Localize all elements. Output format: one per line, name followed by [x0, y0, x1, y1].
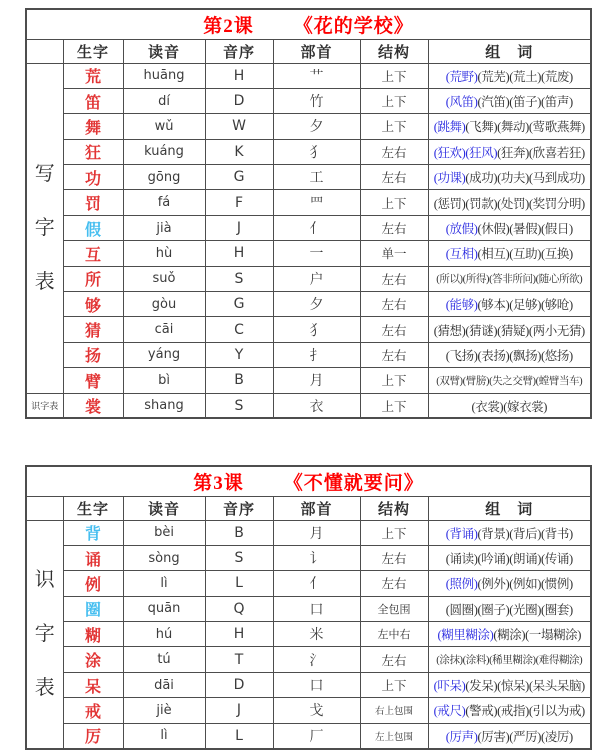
- char-cell: 戒: [63, 698, 123, 723]
- word-item: (背景): [477, 526, 510, 541]
- word-item: (戒指): [497, 704, 529, 719]
- structure-cell: 左右: [360, 292, 428, 317]
- words-cell: [428, 672, 591, 697]
- word-item: (传诵): [540, 552, 573, 567]
- radical-cell: 艹: [273, 63, 360, 88]
- char-cell: 例: [63, 571, 123, 596]
- words-cell: [428, 393, 591, 418]
- initial-cell: S: [205, 393, 273, 418]
- pinyin-cell: bì: [123, 368, 205, 393]
- word-item: (警戒): [465, 704, 498, 719]
- side-label-cell: [26, 63, 63, 393]
- side-label-char: 字: [34, 217, 55, 240]
- word-item: (罚款): [465, 196, 498, 211]
- initial-cell: G: [205, 292, 273, 317]
- word-item: (所以): [436, 274, 463, 286]
- initial-cell: Y: [205, 342, 273, 367]
- pinyin-cell: suǒ: [123, 266, 205, 291]
- words-cell: [428, 647, 591, 672]
- word-item: (猜疑): [497, 323, 529, 338]
- word-item: (涂抹): [436, 655, 463, 667]
- word-item: (功课): [433, 171, 466, 186]
- structure-cell: 左右: [360, 342, 428, 367]
- word-item: (螳臂当车): [535, 375, 583, 387]
- side-label-cell: [26, 520, 63, 749]
- pinyin-cell: fá: [123, 190, 205, 215]
- pinyin-cell: huāng: [123, 63, 205, 88]
- lesson-name: 《不懂就要问》: [283, 472, 424, 494]
- structure-cell: 上下: [360, 190, 428, 215]
- word-item: (假日): [540, 222, 573, 237]
- initial-cell: H: [205, 241, 273, 266]
- words-cell: [428, 698, 591, 723]
- words-cell: [428, 63, 591, 88]
- word-item: (厉害): [477, 729, 510, 744]
- radical-cell: 戈: [273, 698, 360, 723]
- initial-cell: H: [205, 622, 273, 647]
- char-cell: 扬: [63, 342, 123, 367]
- word-item: (照例): [445, 577, 478, 592]
- table-header-row: [26, 496, 591, 520]
- word-item: (荒芜): [477, 69, 510, 84]
- char-cell: 厉: [63, 723, 123, 748]
- table-row: [26, 215, 591, 240]
- word-item: (休假): [477, 222, 510, 237]
- word-item: (涂料): [462, 655, 490, 667]
- header-words: 组 词: [428, 496, 591, 520]
- table-row: [26, 114, 591, 139]
- word-item: (严厉): [509, 729, 541, 744]
- word-item: (圈子): [477, 602, 510, 617]
- word-item: (惩罚): [433, 196, 466, 211]
- word-item: (够呛): [540, 298, 573, 313]
- word-item: (荒野): [445, 69, 478, 84]
- header-words: 组 词: [428, 39, 591, 63]
- char-cell: 所: [63, 266, 123, 291]
- char-cell: 涂: [63, 647, 123, 672]
- structure-cell: 上下: [360, 393, 428, 418]
- char-cell: 互: [63, 241, 123, 266]
- word-item: (荒土): [509, 69, 541, 84]
- table-row: [26, 292, 591, 317]
- word-item: (惯例): [540, 577, 573, 592]
- word-item: (厉声): [445, 729, 478, 744]
- word-item: (互相): [445, 247, 478, 262]
- word-item: (相互): [477, 247, 510, 262]
- word-item: (臂膀): [462, 375, 490, 387]
- radical-cell: 讠: [273, 545, 360, 570]
- structure-cell: 左右: [360, 647, 428, 672]
- table-row: [26, 393, 591, 418]
- word-item: (互换): [540, 247, 573, 262]
- word-item: (所得): [462, 274, 490, 286]
- word-item: (吟诵): [477, 552, 510, 567]
- structure-cell: 上下: [360, 88, 428, 113]
- lesson-2-table: [25, 8, 592, 419]
- word-item: (飘扬): [509, 348, 541, 363]
- initial-cell: J: [205, 215, 273, 240]
- side-label-char: 识: [34, 569, 55, 591]
- word-item: (例如): [509, 577, 541, 592]
- words-cell: [428, 215, 591, 240]
- structure-cell: 左右: [360, 165, 428, 190]
- table-row: [26, 571, 591, 596]
- header-pinyin: 读音: [123, 496, 205, 520]
- word-item: (跳舞): [433, 120, 466, 135]
- table-row: [26, 63, 591, 88]
- word-item: (狂风): [465, 145, 498, 160]
- pinyin-cell: jià: [123, 215, 205, 240]
- initial-cell: D: [205, 672, 273, 697]
- table-row: [26, 520, 591, 545]
- table-row: [26, 88, 591, 113]
- word-item: (诵读): [445, 552, 478, 567]
- structure-cell: 左上包围: [360, 723, 428, 748]
- side-label-char: 字: [34, 623, 55, 645]
- table-row: [26, 190, 591, 215]
- header-structure: 结构: [360, 496, 428, 520]
- word-item: (背后): [509, 526, 541, 541]
- table-row: [26, 596, 591, 621]
- word-item: (飞扬): [445, 348, 478, 363]
- word-item: (例外): [477, 577, 510, 592]
- word-item: (放假): [445, 222, 478, 237]
- radical-cell: 米: [273, 622, 360, 647]
- word-item: (暑假): [509, 222, 541, 237]
- words-cell: [428, 165, 591, 190]
- header-side: [26, 39, 63, 63]
- words-cell: [428, 342, 591, 367]
- header-char: 生字: [63, 39, 123, 63]
- structure-cell: 上下: [360, 114, 428, 139]
- structure-cell: 上下: [360, 63, 428, 88]
- char-cell: 呆: [63, 672, 123, 697]
- word-item: (处罚): [497, 196, 529, 211]
- word-item: (吓呆): [433, 679, 466, 694]
- words-cell: [428, 596, 591, 621]
- word-item: (发呆): [465, 679, 498, 694]
- side-label-char: 表: [34, 677, 55, 699]
- word-item: (失之交臂): [489, 375, 536, 387]
- initial-cell: T: [205, 647, 273, 672]
- radical-cell: 犭: [273, 317, 360, 342]
- radical-cell: 厂: [273, 723, 360, 748]
- word-item: (狂欢): [433, 145, 466, 160]
- words-cell: [428, 266, 591, 291]
- structure-cell: 单一: [360, 241, 428, 266]
- initial-cell: L: [205, 571, 273, 596]
- pinyin-cell: dí: [123, 88, 205, 113]
- radical-cell: 犭: [273, 139, 360, 164]
- word-item: (笛子): [509, 95, 541, 110]
- structure-cell: 左右: [360, 139, 428, 164]
- initial-cell: D: [205, 88, 273, 113]
- word-item: (悠扬): [540, 348, 573, 363]
- pinyin-cell: wǔ: [123, 114, 205, 139]
- pinyin-cell: tú: [123, 647, 205, 672]
- initial-cell: F: [205, 190, 273, 215]
- word-item: (足够): [509, 298, 541, 313]
- radical-cell: 一: [273, 241, 360, 266]
- word-item: (莺歌燕舞): [528, 120, 585, 135]
- initial-cell: S: [205, 545, 273, 570]
- pinyin-cell: jiè: [123, 698, 205, 723]
- table-row: [26, 241, 591, 266]
- structure-cell: 左右: [360, 545, 428, 570]
- word-item: (戒尺): [433, 704, 466, 719]
- word-item: (光圈): [509, 602, 541, 617]
- table-row: [26, 672, 591, 697]
- words-cell: [428, 520, 591, 545]
- radical-cell: 工: [273, 165, 360, 190]
- char-cell: 舞: [63, 114, 123, 139]
- word-item: (一塌糊涂): [525, 628, 582, 643]
- char-cell: 够: [63, 292, 123, 317]
- table-row: [26, 368, 591, 393]
- radical-cell: 亻: [273, 215, 360, 240]
- word-item: (答非所问): [489, 274, 536, 286]
- side-label-cell: 识字表: [26, 393, 63, 418]
- pinyin-cell: shang: [123, 393, 205, 418]
- char-cell: 猜: [63, 317, 123, 342]
- word-item: (两小无猜): [528, 323, 585, 338]
- word-item: (猜想): [433, 323, 466, 338]
- structure-cell: 左右: [360, 215, 428, 240]
- word-item: (功夫): [497, 171, 529, 186]
- structure-cell: 右上包围: [360, 698, 428, 723]
- table-row: [26, 647, 591, 672]
- header-initial: 音序: [205, 496, 273, 520]
- header-radical: 部首: [273, 496, 360, 520]
- radical-cell: 月: [273, 368, 360, 393]
- structure-cell: 左右: [360, 571, 428, 596]
- side-label-char: 表: [34, 271, 55, 294]
- char-cell: 功: [63, 165, 123, 190]
- header-initial: 音序: [205, 39, 273, 63]
- lesson-title: [26, 466, 591, 496]
- word-item: (表扬): [477, 348, 510, 363]
- words-cell: [428, 368, 591, 393]
- word-item: (糊里糊涂): [437, 628, 494, 643]
- word-item: (飞舞): [465, 120, 498, 135]
- table-row: [26, 342, 591, 367]
- char-cell: 荒: [63, 63, 123, 88]
- char-cell: 背: [63, 520, 123, 545]
- word-item: (够本): [477, 298, 510, 313]
- structure-cell: 左右: [360, 266, 428, 291]
- initial-cell: W: [205, 114, 273, 139]
- char-cell: 裳: [63, 393, 123, 418]
- word-item: (圈套): [540, 602, 573, 617]
- header-radical: 部首: [273, 39, 360, 63]
- word-item: (欣喜若狂): [528, 145, 585, 160]
- pinyin-cell: quān: [123, 596, 205, 621]
- radical-cell: 夕: [273, 292, 360, 317]
- pinyin-cell: kuáng: [123, 139, 205, 164]
- word-item: (呆头呆脑): [528, 679, 585, 694]
- word-item: (互助): [509, 247, 541, 262]
- words-cell: [428, 571, 591, 596]
- structure-cell: 上下: [360, 672, 428, 697]
- pinyin-cell: dāi: [123, 672, 205, 697]
- table-row: [26, 698, 591, 723]
- lesson-3-rows: [26, 520, 591, 749]
- pinyin-cell: yáng: [123, 342, 205, 367]
- table-title-row: [26, 9, 591, 39]
- lesson-number: 第3课: [193, 472, 244, 494]
- word-item: (双臂): [436, 375, 463, 387]
- radical-cell: 罒: [273, 190, 360, 215]
- initial-cell: L: [205, 723, 273, 748]
- initial-cell: H: [205, 63, 273, 88]
- char-cell: 圈: [63, 596, 123, 621]
- word-item: (猜谜): [465, 323, 498, 338]
- char-cell: 诵: [63, 545, 123, 570]
- words-cell: [428, 114, 591, 139]
- word-item: (凌厉): [540, 729, 573, 744]
- word-item: (朗诵): [509, 552, 541, 567]
- words-cell: [428, 545, 591, 570]
- initial-cell: B: [205, 520, 273, 545]
- word-item: (笛声): [540, 95, 573, 110]
- word-item: (引以为戒): [528, 704, 585, 719]
- word-item: (舞动): [497, 120, 529, 135]
- table-row: [26, 266, 591, 291]
- table-row: [26, 622, 591, 647]
- char-cell: 笛: [63, 88, 123, 113]
- pinyin-cell: lì: [123, 723, 205, 748]
- word-item: (衣裳): [471, 399, 504, 414]
- structure-cell: 上下: [360, 368, 428, 393]
- radical-cell: 口: [273, 672, 360, 697]
- pinyin-cell: gōng: [123, 165, 205, 190]
- word-item: (能够): [445, 298, 478, 313]
- radical-cell: 氵: [273, 647, 360, 672]
- words-cell: [428, 317, 591, 342]
- pinyin-cell: bèi: [123, 520, 205, 545]
- radical-cell: 户: [273, 266, 360, 291]
- structure-cell: 上下: [360, 520, 428, 545]
- radical-cell: 亻: [273, 571, 360, 596]
- pinyin-cell: hú: [123, 622, 205, 647]
- table-row: [26, 139, 591, 164]
- words-cell: [428, 292, 591, 317]
- structure-cell: 左右: [360, 317, 428, 342]
- pinyin-cell: cāi: [123, 317, 205, 342]
- table-row: [26, 165, 591, 190]
- word-item: (惊呆): [497, 679, 529, 694]
- lesson-3-table: [25, 465, 592, 750]
- lesson-name: 《花的学校》: [293, 15, 414, 37]
- word-item: (背书): [540, 526, 573, 541]
- table-row: [26, 317, 591, 342]
- word-item: (糊涂): [493, 628, 526, 643]
- table-title-row: [26, 466, 591, 496]
- header-side: [26, 496, 63, 520]
- structure-cell: 全包围: [360, 596, 428, 621]
- radical-cell: 扌: [273, 342, 360, 367]
- word-item: (难得糊涂): [535, 655, 583, 667]
- word-item: (稀里糊涂): [489, 655, 536, 667]
- words-cell: [428, 723, 591, 748]
- header-structure: 结构: [360, 39, 428, 63]
- lesson-number: 第2课: [203, 15, 254, 37]
- header-pinyin: 读音: [123, 39, 205, 63]
- header-char: 生字: [63, 496, 123, 520]
- table-header-row: [26, 39, 591, 63]
- char-cell: 臂: [63, 368, 123, 393]
- radical-cell: 夕: [273, 114, 360, 139]
- word-item: (狂奔): [497, 145, 529, 160]
- words-cell: [428, 622, 591, 647]
- table-row: [26, 545, 591, 570]
- side-label-char: 写: [34, 163, 55, 186]
- word-item: (嫁衣裳): [503, 399, 548, 414]
- words-cell: [428, 139, 591, 164]
- char-cell: 狂: [63, 139, 123, 164]
- pinyin-cell: sòng: [123, 545, 205, 570]
- word-item: (圆圈): [445, 602, 478, 617]
- words-cell: [428, 88, 591, 113]
- initial-cell: K: [205, 139, 273, 164]
- radical-cell: 竹: [273, 88, 360, 113]
- word-item: (随心所欲): [535, 274, 583, 286]
- initial-cell: C: [205, 317, 273, 342]
- word-item: (成功): [465, 171, 498, 186]
- words-cell: [428, 241, 591, 266]
- initial-cell: J: [205, 698, 273, 723]
- word-item: (奖罚分明): [528, 196, 585, 211]
- char-cell: 罚: [63, 190, 123, 215]
- initial-cell: G: [205, 165, 273, 190]
- word-item: (背诵): [445, 526, 478, 541]
- pinyin-cell: lì: [123, 571, 205, 596]
- pinyin-cell: hù: [123, 241, 205, 266]
- pinyin-cell: gòu: [123, 292, 205, 317]
- structure-cell: 左中右: [360, 622, 428, 647]
- initial-cell: Q: [205, 596, 273, 621]
- lesson-title: [26, 9, 591, 39]
- initial-cell: S: [205, 266, 273, 291]
- initial-cell: B: [205, 368, 273, 393]
- words-cell: [428, 190, 591, 215]
- char-cell: 假: [63, 215, 123, 240]
- table-row: [26, 723, 591, 748]
- word-item: (风笛): [445, 95, 478, 110]
- radical-cell: 口: [273, 596, 360, 621]
- radical-cell: 月: [273, 520, 360, 545]
- lesson-2-rows: [26, 63, 591, 418]
- word-item: (荒废): [540, 69, 573, 84]
- word-item: (马到成功): [528, 171, 585, 186]
- word-item: (汽笛): [477, 95, 510, 110]
- radical-cell: 衣: [273, 393, 360, 418]
- char-cell: 糊: [63, 622, 123, 647]
